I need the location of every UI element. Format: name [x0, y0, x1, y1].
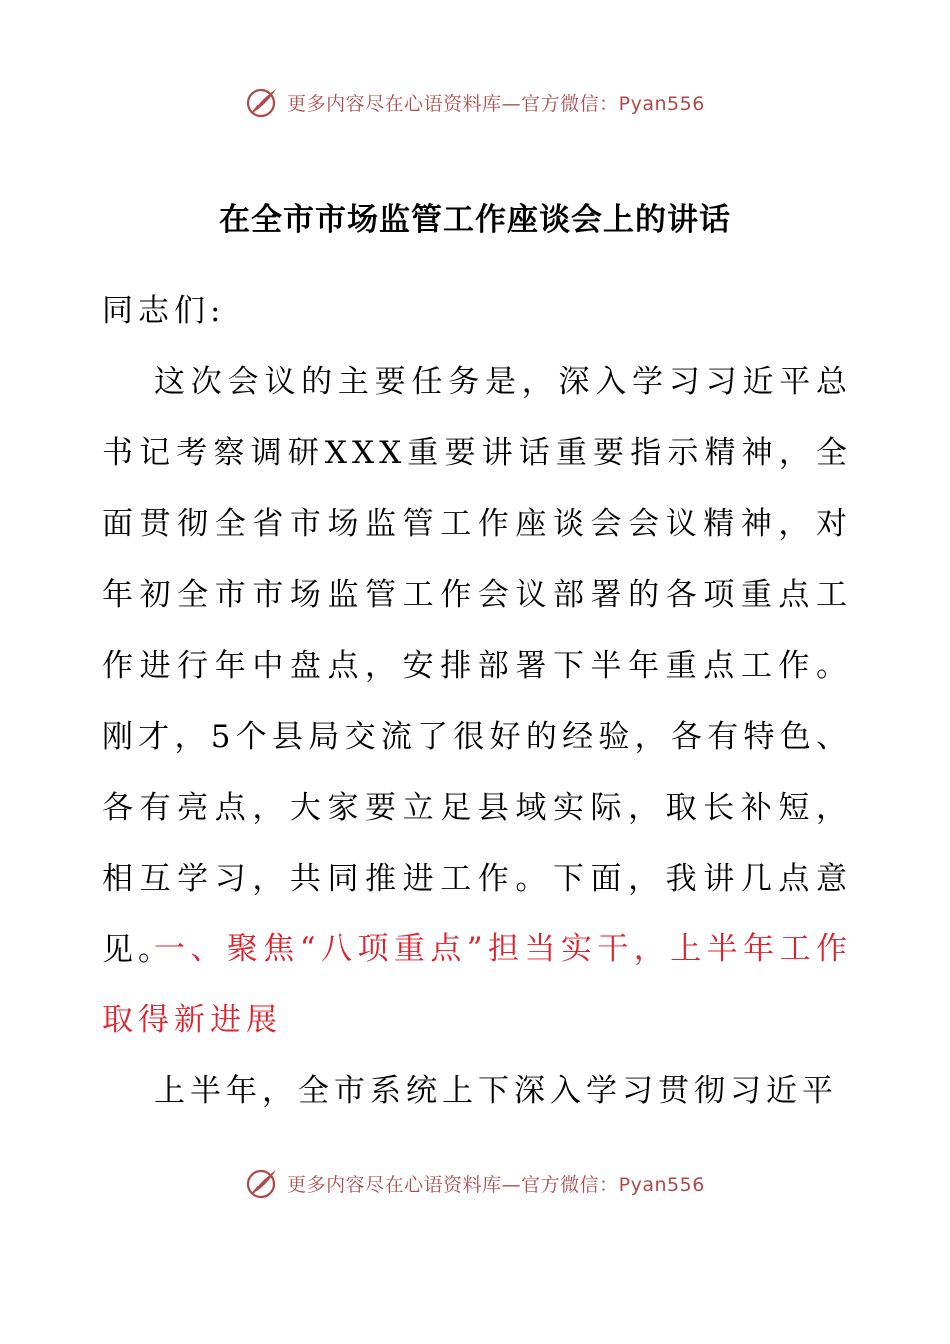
- quill-pen-logo-icon: [245, 85, 279, 119]
- greeting: 同志们:: [102, 293, 226, 329]
- watermark-header: [0, 80, 950, 124]
- watermark-text: 更多内容尽在心语资料库—官方微信：Pyan556: [287, 92, 705, 115]
- watermark-text: 更多内容尽在心语资料库—官方微信：Pyan556: [287, 1173, 705, 1196]
- paragraph-intro: 这次会议的主要任务是，深入学习习近平总书记考察调研XXX重要讲话重要指示精神，全面贯彻全省市场监管工作座谈会会议精神，对年初全市市场监管工作会议部署的各项重点工作进行年中盘点，安排部署下半年重点工作。刚才，5个县局交流了很好的经验，各有特色、各有亮点，大家要立足县域实际，取长补短，相互学习，共同推进工作。下面，我讲几点意见。: [102, 364, 852, 968]
- quill-pen-logo-icon: [245, 1166, 279, 1200]
- watermark-footer: [0, 1161, 950, 1205]
- paragraph-section-1: 上半年，全市系统上下深入学习贯彻习近平: [154, 1073, 838, 1109]
- section-heading-1: 一、聚焦“八项重点”担当实干，上半年工作取得新进展: [102, 931, 852, 1038]
- document-title: 在全市市场监管工作座谈会上的讲话: [219, 202, 731, 238]
